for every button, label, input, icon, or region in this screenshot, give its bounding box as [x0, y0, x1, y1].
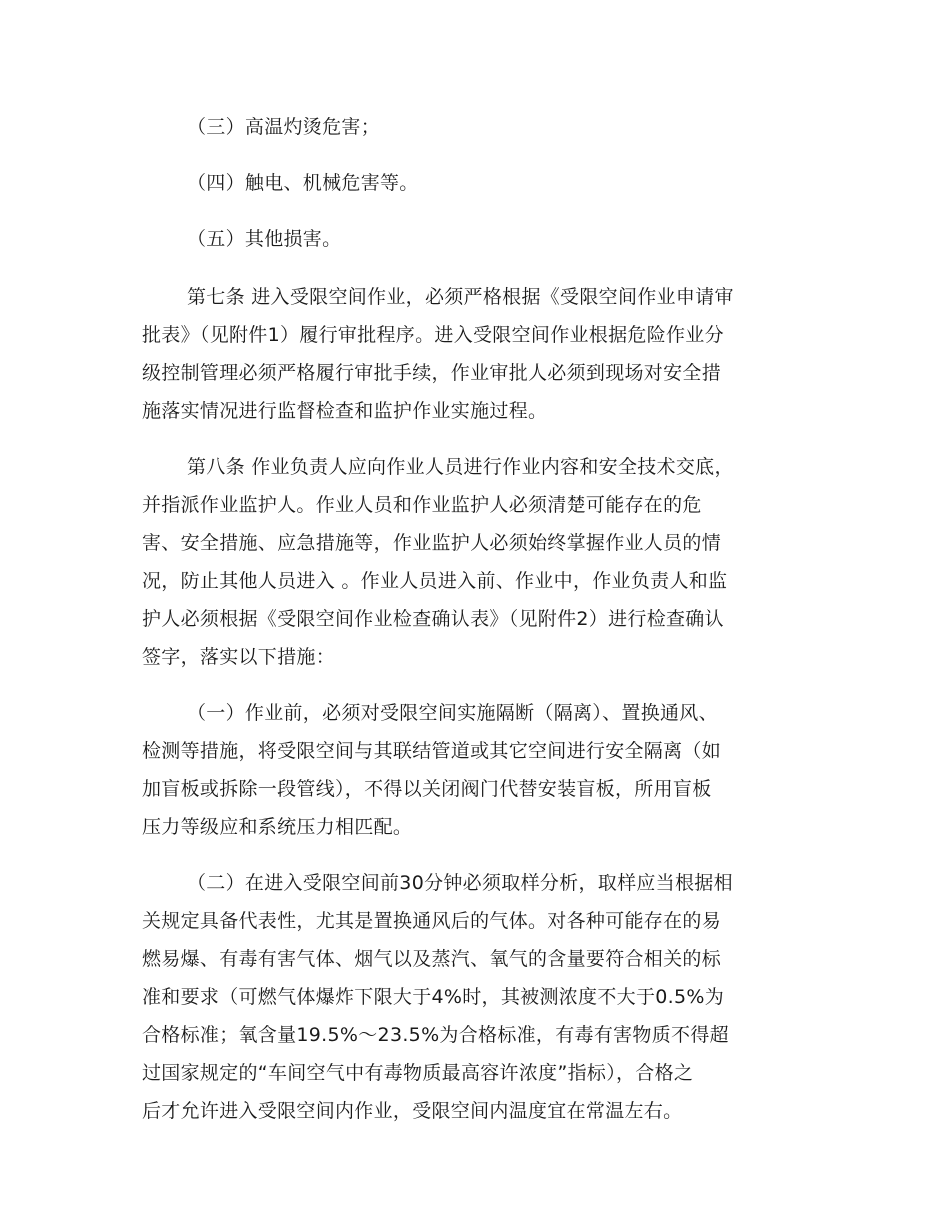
paragraph-line: 加盲板或拆除一段管线），不得以关闭阀门代替安装盲板，所用盲板: [142, 778, 712, 800]
paragraph-line: （一）作业前，必须对受限空间实施隔断（隔离）、置换通风、: [187, 702, 718, 724]
list-item-5: （五）其他损害。: [187, 228, 342, 250]
paragraph-line: 第七条 进入受限空间作业，必须严格根据《受限空间作业申请审: [187, 286, 734, 308]
paragraph-line: 检测等措施，将受限空间与其联结管道或其它空间进行安全隔离（如: [142, 740, 722, 762]
paragraph-line: 后才允许进入受限空间内作业，受限空间内温度宜在常温左右。: [142, 1100, 683, 1122]
paragraph-line: 关规定具备代表性，尤其是置换通风后的气体。对各种可能存在的易: [142, 910, 722, 932]
paragraph-line: 签字，落实以下措施：: [142, 646, 336, 668]
paragraph-line: 并指派作业监护人。作业人员和作业监护人必须清楚可能存在的危: [142, 494, 702, 516]
measure-1-paragraph: [142, 694, 808, 846]
paragraph-line: 第八条 作业负责人应向作业人员进行作业内容和安全技术交底，: [187, 456, 734, 478]
paragraph-line: 害、安全措施、应急措施等，作业监护人必须始终掌握作业人员的情: [142, 532, 722, 554]
paragraph-line: 施落实情况进行监督检查和监护作业实施过程。: [142, 400, 548, 422]
paragraph-line: 燃易爆、有毒有害气体、烟气以及蒸汽、氧气的含量要符合相关的标: [142, 948, 722, 970]
measure-2-paragraph: [142, 864, 808, 1130]
paragraph-line: 级控制管理必须严格履行审批手续，作业审批人必须到现场对安全措: [142, 362, 722, 384]
paragraph-line: 合格标准；氧含量19.5%～23.5%为合格标准，有毒有害物质不得超: [142, 1024, 729, 1046]
paragraph-line: （二）在进入受限空间前30分钟必须取样分析，取样应当根据相: [187, 872, 733, 894]
paragraph-line: 准和要求（可燃气体爆炸下限大于4%时，其被测浓度不大于0.5%为: [142, 986, 725, 1008]
article-8-paragraph: [142, 448, 808, 676]
paragraph-line: 过国家规定的“车间空气中有毒物质最高容许浓度”指标），合格之: [142, 1062, 694, 1084]
list-item-3: （三）高温灼烫危害；: [187, 116, 381, 138]
paragraph-line: 况，防止其他人员进入 。作业人员进入前、作业中，作业负责人和监: [142, 570, 728, 592]
list-item-4: （四）触电、机械危害等。: [187, 172, 419, 194]
document-body: [142, 108, 808, 1148]
paragraph-line: 压力等级应和系统压力相匹配。: [142, 816, 413, 838]
paragraph-line: 批表》（见附件1）履行审批程序。进入受限空间作业根据危险作业分: [142, 324, 724, 346]
article-7-paragraph: [142, 278, 808, 430]
paragraph-line: 护人必须根据《受限空间作业检查确认表》（见附件2）进行检查确认: [142, 608, 724, 630]
